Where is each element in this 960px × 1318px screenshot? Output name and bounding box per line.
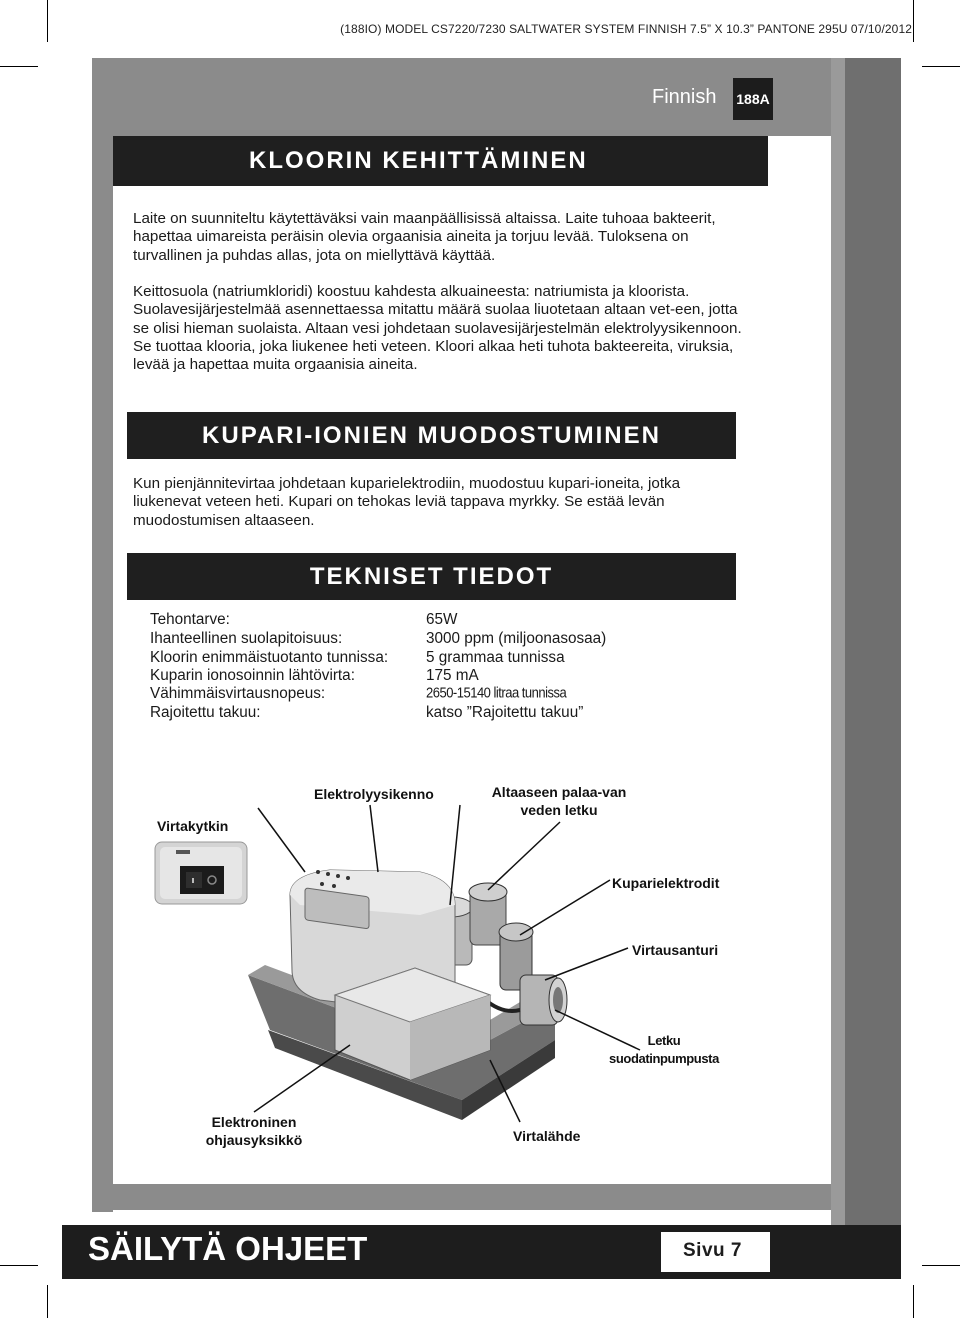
spec-label: Vähimmäisvirtausnopeus: [150, 685, 326, 702]
footer-title: SÄILYTÄ OHJEET [88, 1230, 368, 1267]
spec-value: 3000 ppm (miljoonasosaa) [426, 630, 607, 647]
spec-label: Tehontarve: [150, 611, 230, 628]
spec-value: 2650-15140 litraa tunnissa [426, 684, 567, 701]
spec-label: Kloorin enimmäistuotanto tunnissa: [150, 649, 389, 666]
callout-power-switch: Virtakytkin [157, 818, 229, 834]
spec-value: katso ”Rajoitettu takuu” [426, 704, 584, 721]
callout-copper-electrodes: Kuparielektrodit [612, 875, 720, 891]
spec-value: 175 mA [426, 667, 479, 684]
language-label: Finnish [652, 86, 717, 108]
spec-label: Kuparin ionosoinnin lähtövirta: [150, 667, 355, 684]
spec-label: Rajoitettu takuu: [150, 704, 261, 721]
heading-chlorine-generation: KLOORIN KEHITTÄMINEN [113, 136, 768, 186]
spec-value: 65W [426, 611, 458, 628]
spec-label: Ihanteellinen suolapitoisuus: [150, 630, 343, 647]
callout-flow-sensor: Virtausanturi [632, 942, 719, 958]
callout-pump-hose: Letku suodatinpumpusta [609, 1033, 719, 1066]
callout-return-hose: Altaaseen palaa-van veden letku [491, 784, 627, 818]
spec-value: 5 grammaa tunnissa [426, 649, 565, 666]
heading-specifications: TEKNISET TIEDOT [127, 553, 736, 600]
paragraph-intro: Laite on suunniteltu käytettäväksi vain maanpäällisissä altaissa. Laite tuhoaa bakteerit, hapettaa uimareista peräisin olevia orgaanisia aineita ja torjuu levää. Tuloksena on turvallinen ja puhdas allas, jota on miellyttävä käyttää. [133, 210, 716, 264]
paragraph-copper: Kun pienjännitevirtaa johdetaan kuparielektrodiin, muodostuu kupari-ioneita, jotka liukenevat veteen heti. Kupari on tehokas leviä tappava myrkky. Se estää levän muodostumisen altaaseen. [133, 475, 681, 529]
power-switch-inset [155, 842, 247, 904]
page-number: Sivu 7 [683, 1240, 742, 1261]
paragraph-salt: Keittosuola (natriumkloridi) koostuu kahdesta alkuaineesta: natriumista ja kloorista. Suolavesijärjestelmää asennettaessa mitattu määrä suolaa liuotetaan altaan vet-een, jotta se olisi hieman suolaista. Altaan vesi johdetaan suolavesijärjestelmän elektrolyysikennoon. Se tuottaa klooria, joka liukenee heti veteen. Kloori alkaa heti tuhota bakteereita, viruksia, levää ja hapettaa muita orgaanisia aineita. [133, 283, 742, 374]
page-code-badge: 188A [733, 78, 773, 120]
callout-control-unit: Elektroninen ohjausyksikkö [205, 1114, 303, 1148]
heading-copper-ions: KUPARI-IONIEN MUODOSTUMINEN [127, 412, 736, 459]
print-header: (188IO) MODEL CS7220/7230 SALTWATER SYSTEM FINNISH 7.5” X 10.3” PANTONE 295U 07/10/2012 [340, 22, 912, 36]
callout-power-supply: Virtalähde [513, 1128, 581, 1144]
callout-electrolytic-cell: Elektrolyysikenno [314, 786, 434, 802]
